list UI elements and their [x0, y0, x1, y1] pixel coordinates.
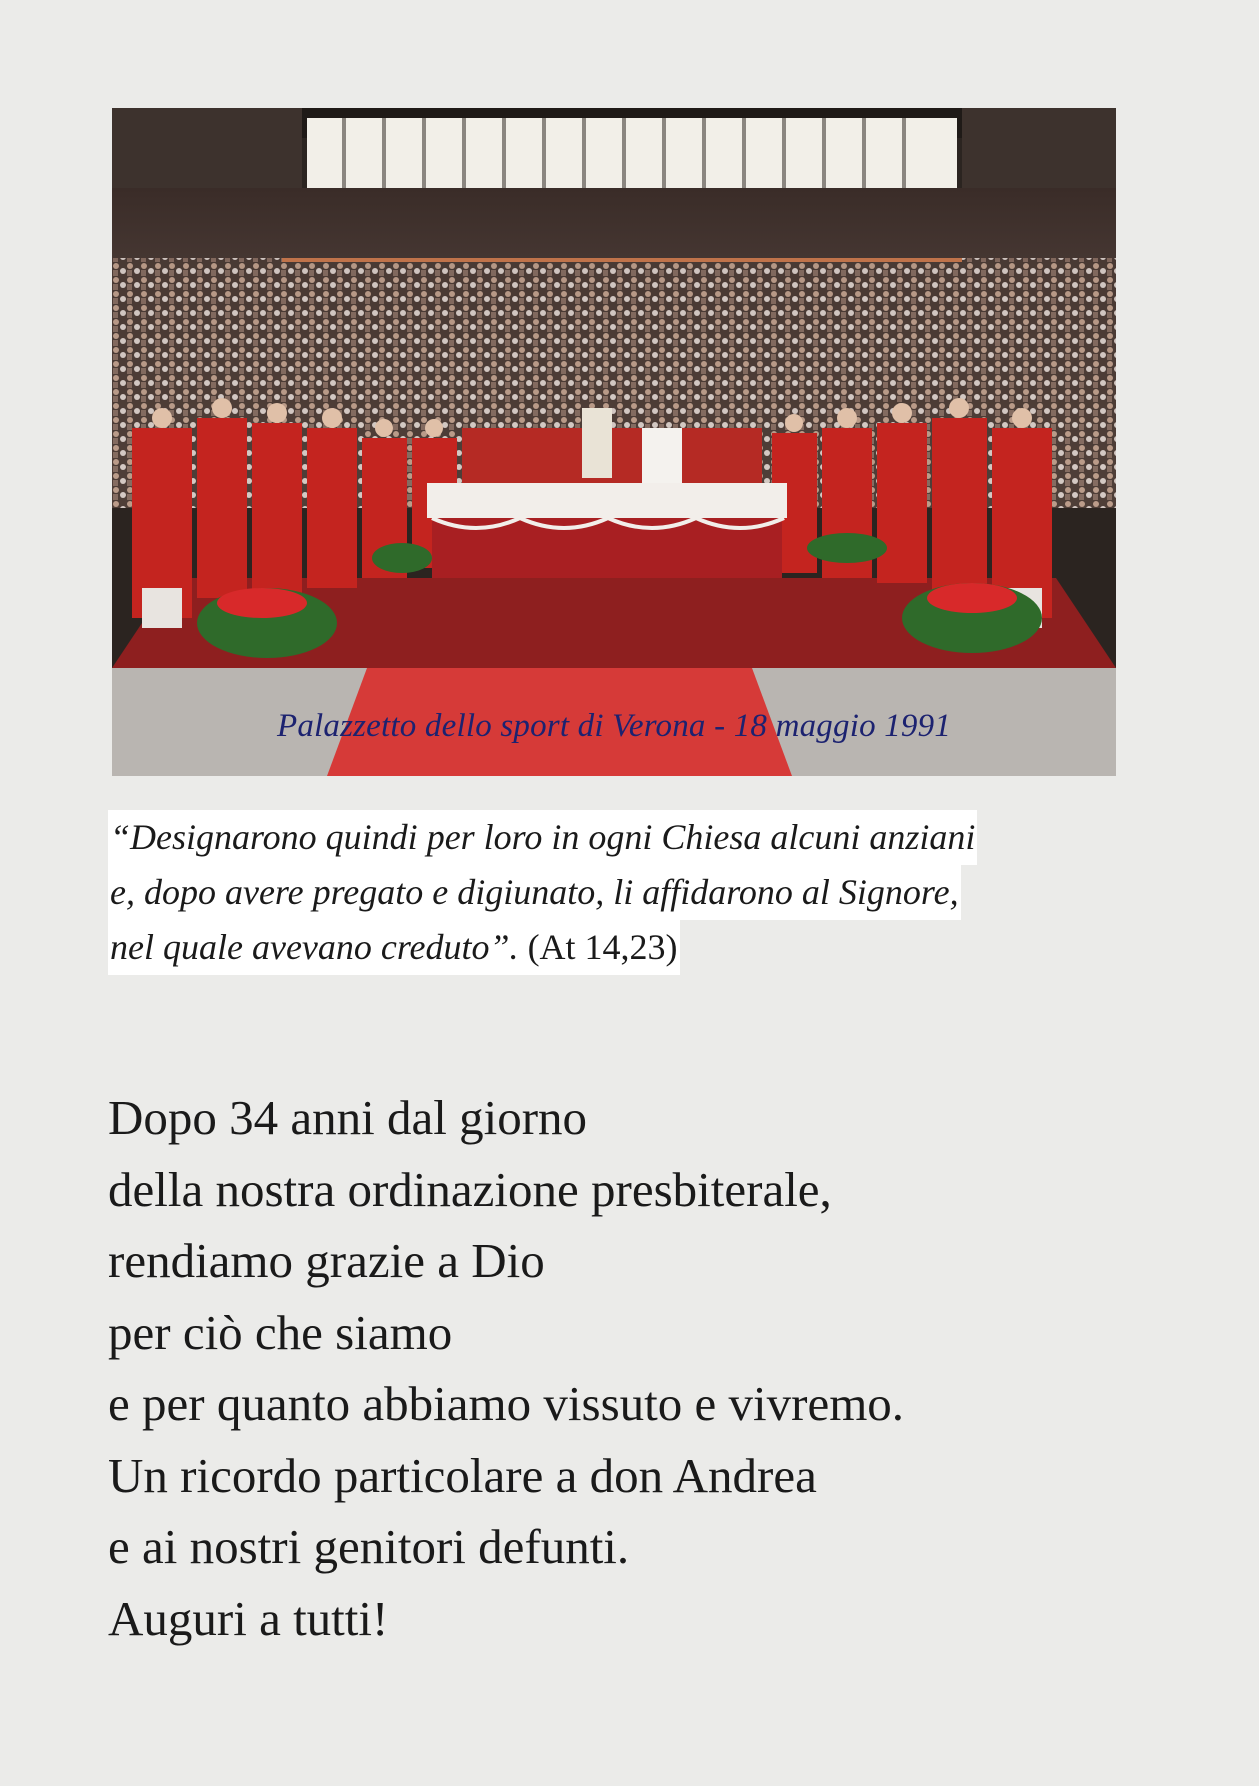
- scripture-quote: [108, 810, 1118, 975]
- quote-line: “Designarono quindi per loro in ogni Chiesa alcuni anziani: [108, 810, 977, 865]
- quote-line: e, dopo avere pregato e digiunato, li affidarono al Signore,: [108, 865, 961, 920]
- message-line: Un ricordo particolare a don Andrea: [108, 1447, 817, 1503]
- message-line: e per quanto abbiamo vissuto e vivremo.: [108, 1376, 905, 1431]
- message-line: della nostra ordinazione presbiterale,: [108, 1161, 832, 1217]
- ordination-photo-illustration: [112, 108, 1116, 776]
- message-line: per ciò che siamo: [108, 1304, 453, 1360]
- message-line: rendiamo grazie a Dio: [108, 1233, 545, 1288]
- quote-reference: (At 14,23): [527, 927, 678, 967]
- message-line: Dopo 34 anni dal giorno: [108, 1090, 588, 1145]
- quote-line: nel quale avevano creduto”.: [110, 927, 519, 967]
- message-line: e ai nostri genitori defunti.: [108, 1519, 630, 1574]
- photo-caption: Palazzetto dello sport di Verona - 18 maggio 1991: [276, 708, 952, 744]
- ordination-photo: [112, 108, 1116, 776]
- anniversary-message: [108, 1082, 1158, 1654]
- message-line: Auguri a tutti!: [108, 1590, 389, 1646]
